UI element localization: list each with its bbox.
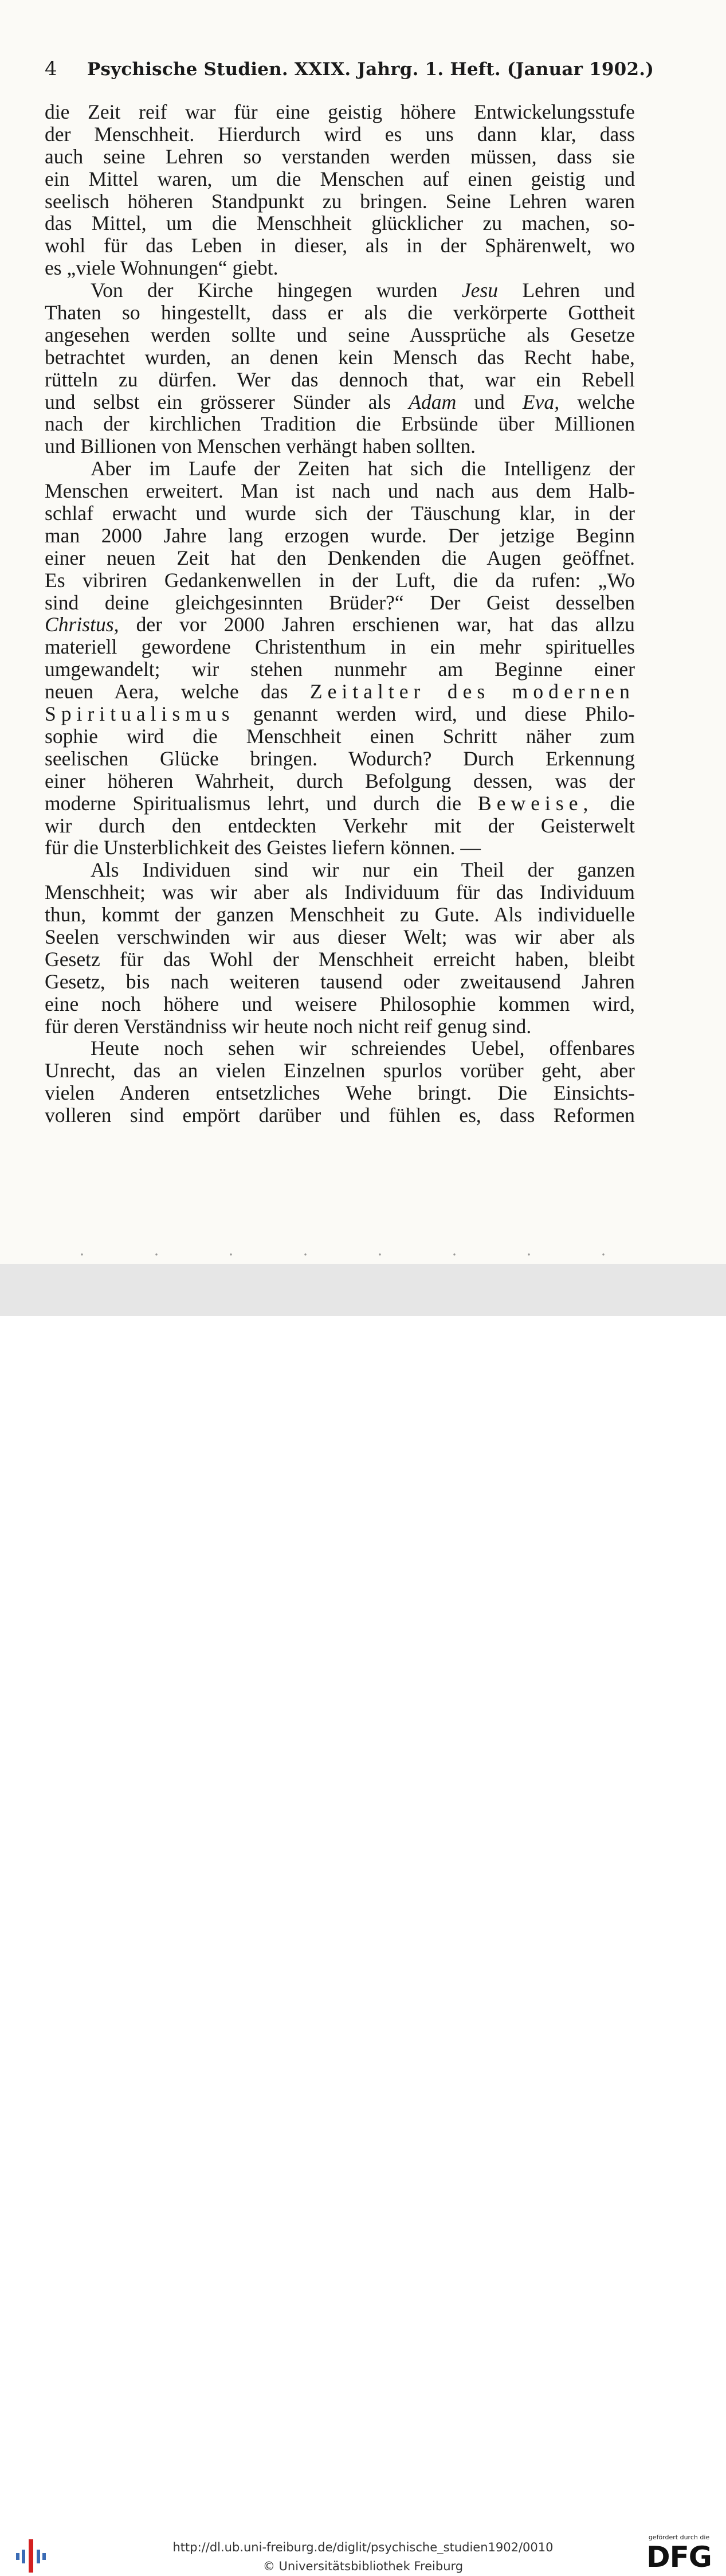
text-line: einer neuen Zeit hat den Denkenden die Augen geöffnet. (45, 546, 635, 569)
italic-name: Christus, (45, 613, 119, 636)
text-line: schlaf erwacht und wurde sich der Täuschung klar, in der (45, 502, 635, 525)
text-line: betrachtet wurden, an denen kein Mensch das Recht habe, (45, 345, 635, 369)
text-line: man 2000 Jahre lang erzogen wurde. Der jetzige Beginn (45, 523, 635, 547)
cut-off-line-fragment (45, 1252, 635, 1257)
text-line: Gesetz für das Wohl der Menschheit erreicht haben, bleibt (45, 947, 635, 971)
text-line: Spiritualismus genannt werden wird, und diese Philo- (45, 702, 635, 726)
text-line: nach der kirchlichen Tradition die Erbsünde über Millionen (45, 412, 635, 436)
text-line: moderne Spiritualismus lehrt, und durch die Beweise, die (45, 791, 635, 815)
text-line: es „viele Wohnungen“ giebt. (45, 256, 278, 280)
text-line: neuen Aera, welche das Zeitalter des modernen (45, 680, 635, 703)
text-line: Unrecht, das an vielen Einzelnen spurlos vorüber geht, aber (45, 1059, 635, 1082)
text-line: Von der Kirche hingegen wurden Jesu Lehren und (91, 279, 635, 302)
text-line: für die Unsterblichkeit des Geistes liefern können. — (45, 836, 481, 859)
text-line: Als Individuen sind wir nur ein Theil der ganzen (91, 858, 635, 882)
text-line: für deren Verständniss wir heute noch nicht reif genug sind. (45, 1014, 532, 1038)
text-line: seelischen Glücke bringen. Wodurch? Durch Erkennung (45, 746, 635, 770)
text-line: Menschheit; was wir aber als Individuum für das Individuum (45, 881, 635, 904)
text-line: und Billionen von Menschen verhängt haben sollten. (45, 435, 476, 458)
running-head (45, 57, 654, 80)
text-line: Seelen verschwinden wir aus dieser Welt; was wir aber als (45, 925, 635, 948)
text-line: der Menschheit. Hierdurch wird es uns dann klar, dass (45, 122, 635, 146)
text-line: die Zeit reif war für eine geistig höhere Entwickelungsstufe (45, 100, 635, 123)
body-text (45, 101, 635, 1127)
text-line: Menschen erweitert. Man ist nach und nach aus dem Halb- (45, 479, 635, 503)
text-line: einer höheren Wahrheit, durch Befolgung dessen, was der (45, 769, 635, 792)
italic-name: Jesu (461, 279, 499, 302)
footer-copyright: © Universitätsbibliothek Freiburg (262, 2559, 464, 2573)
text-line: rütteln zu dürfen. Wer das dennoch that, war ein Rebell (45, 368, 635, 391)
text-line: thun, kommt der ganzen Menschheit zu Gute. Als individuelle (45, 903, 635, 927)
text-line: Es vibriren Gedankenwellen in der Luft, die da rufen: „Wo (45, 568, 635, 592)
text-line: Heute noch sehen wir schreiendes Uebel, offenbares (91, 1037, 635, 1060)
footer-bar (0, 1264, 726, 2574)
italic-name: Eva, (522, 390, 560, 413)
text-line: das Mittel, um die Menschheit glücklicher zu machen, so- (45, 212, 635, 235)
italic-name: Adam (409, 390, 457, 413)
dfg-mark: DFG (646, 2540, 712, 2574)
text-line: Christus, der vor 2000 Jahren erschienen war, hat das allzu (45, 613, 635, 636)
scanned-page (0, 0, 726, 1264)
page-number: 4 (45, 57, 57, 80)
text-line: sophie wird die Menschheit einen Schritt näher zum (45, 724, 635, 748)
text-line: eine noch höhere und weisere Philosophie kommen wird, (45, 992, 635, 1015)
text-line: wohl für das Leben in dieser, als in der Sphärenwelt, wo (45, 234, 635, 257)
text-line: angesehen werden sollte und seine Aussprüche als Gesetze (45, 323, 635, 346)
text-line: Thaten so hingestellt, dass er als die verkörperte Gottheit (45, 301, 635, 325)
dfg-logo (639, 2534, 719, 2576)
text-line: wir durch den entdeckten Verkehr mit der Geisterwelt (45, 814, 635, 837)
text-line: ein Mittel waren, um die Menschen auf einen geistig und (45, 167, 635, 190)
text-line: Aber im Laufe der Zeiten hat sich die Intelligenz der (91, 457, 635, 480)
text-line: volleren sind empört darüber und fühlen es, dass Reformen (45, 1104, 635, 1127)
dfg-caption: gefördert durch die (648, 2534, 710, 2541)
footer-url-link[interactable]: http://dl.ub.uni-freiburg.de/diglit/psychische_studien1902/0010 (172, 2540, 554, 2554)
text-line: und selbst ein grösserer Sünder als Adam und Eva, welche (45, 390, 635, 413)
text-line: sind deine gleichgesinnten Brüder?“ Der Geist desselben (45, 591, 635, 614)
text-line: umgewandelt; wir stehen nunmehr am Beginne einer (45, 658, 635, 681)
text-line: Gesetz, bis nach weiteren tausend oder zweitausend Jahren (45, 970, 635, 993)
text-line: seelisch höheren Standpunkt zu bringen. Seine Lehren waren (45, 189, 635, 213)
text-line: auch seine Lehren so verstanden werden müssen, dass sie (45, 144, 635, 168)
running-head-title: Psychische Studien. XXIX. Jahrg. 1. Heft. (Januar 1902.) (87, 59, 654, 80)
text-line: materiell gewordene Christenthum in ein mehr spirituelles (45, 635, 635, 659)
text-line: vielen Anderen entsetzliches Wehe bringt. Die Einsichts- (45, 1081, 635, 1105)
